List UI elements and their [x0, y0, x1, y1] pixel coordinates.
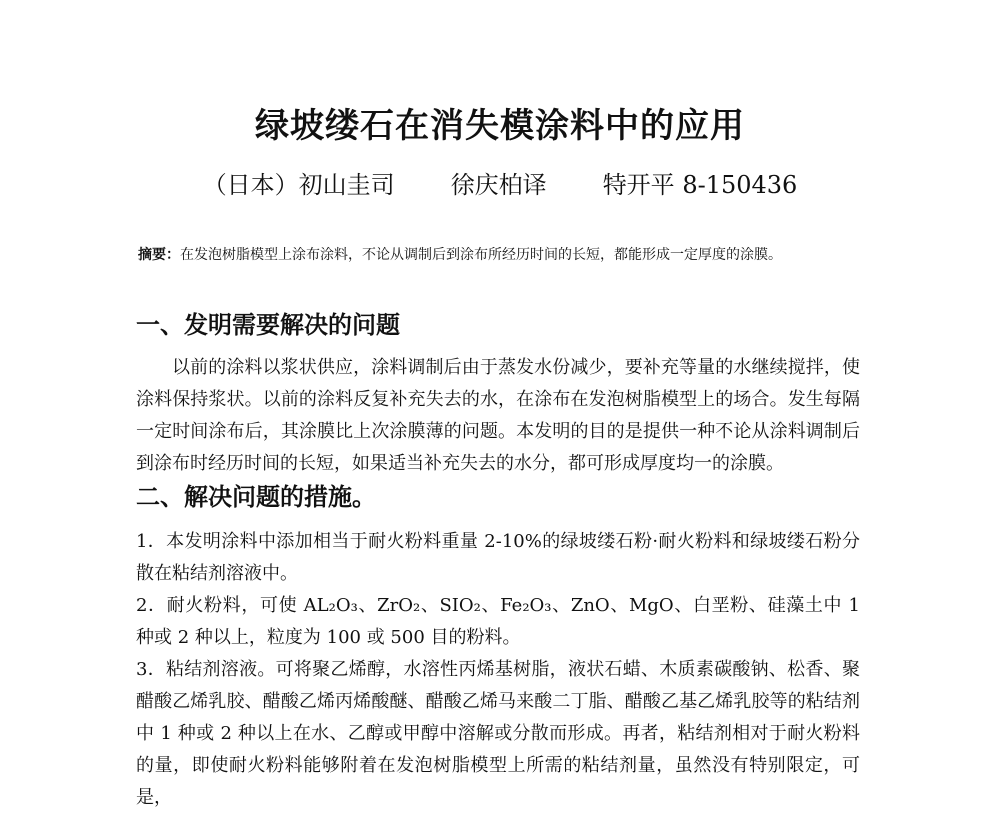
section-2-item-3: 3．粘结剂溶液。可将聚乙烯醇，水溶性丙烯基树脂，液状石蜡、木质素碳酸钠、松香、聚醋酸乙烯乳胶、醋酸乙烯丙烯酸醚、醋酸乙烯马来酸二丁脂、醋酸乙基乙烯乳胶等的粘结剂中 1 种或 2 种以上在水、乙醇或甲醇中溶解或分散而形成。再者，粘结剂相对于耐火粉料的量，即使耐火粉料能够附着在发泡树脂模型上所需的粘结剂量，虽然没有特别限定，可是，	[136, 659, 860, 808]
section-heading-2: 二、解决问题的措施。	[136, 482, 376, 511]
abstract	[138, 244, 898, 266]
abstract-text: 在发泡树脂模型上涂布涂料，不论从调制后到涂布所经历时间的长短，都能形成一定厚度的涂膜。	[180, 247, 782, 263]
page-title: 绿坡缕石在消失模涂料中的应用	[255, 106, 745, 146]
patent-number: 特开平 8-150436	[602, 171, 798, 199]
section-2-item-1: 1．本发明涂料中添加相当于耐火粉料重量 2-10%的绿坡缕石粉·耐火粉料和绿坡缕石粉分散在粘结剂溶液中。	[136, 531, 860, 584]
original-author: （日本）初山圭司	[202, 171, 395, 199]
author-line	[0, 168, 1000, 202]
section-heading-1: 一、发明需要解决的问题	[136, 310, 400, 339]
section-1-paragraph: 以前的涂料以浆状供应，涂料调制后由于蒸发水份减少，要补充等量的水继续搅拌，使涂料保持浆状。以前的涂料反复补充失去的水，在涂布在发泡树脂模型上的场合。发生每隔一定时间涂布后，其涂膜比上次涂膜薄的问题。本发明的目的是提供一种不论从涂料调制后到涂布时经历时间的长短，如果适当补充失去的水分，都可形成厚度均一的涂膜。	[136, 357, 860, 474]
translator: 徐庆柏译	[450, 171, 547, 199]
section-2-item-2: 2．耐火粉料，可使 AL₂O₃、ZrO₂、SIO₂、Fe₂O₃、ZnO、MgO、白垩粉、硅藻土中 1 种或 2 种以上，粒度为 100 或 500 目的粉料。	[136, 595, 860, 648]
abstract-label: 摘要：	[138, 247, 180, 263]
